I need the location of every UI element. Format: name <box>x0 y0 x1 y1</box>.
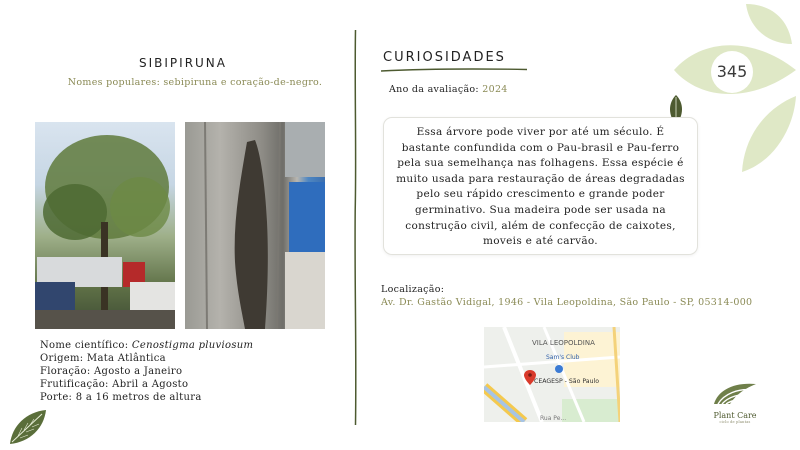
leaf-icon <box>670 0 800 180</box>
evaluation-year-value: 2024 <box>482 84 508 95</box>
tree-name-title: SIBIPIRUNA <box>138 56 227 70</box>
location-address[interactable]: Av. Dr. Gastão Vidigal, 1946 - Vila Leopoldina, São Paulo - SP, 05314-000 <box>381 297 753 308</box>
flowering: Floração: Agosto a Janeiro <box>40 366 183 377</box>
scientific-name: Nome científico: Cenostigma pluviosum <box>40 340 254 351</box>
plant-care-logo-icon <box>712 380 758 406</box>
location-label: Localização: <box>381 284 445 295</box>
popular-names: Nomes populares: sebipiruna e coração-de-negro. <box>67 77 323 88</box>
size: Porte: 8 a 16 metros de altura <box>40 392 202 403</box>
scientific-name-value: Cenostigma pluviosum <box>131 340 254 351</box>
map-district-label: VILA LEOPOLDINA <box>532 339 595 347</box>
evaluation-year: Ano da avaliação: 2024 <box>389 84 508 95</box>
logo-tagline: ciclo de plantas <box>719 420 751 424</box>
fruiting: Frutificação: Abril a Agosto <box>40 379 189 390</box>
map-store-label: Sam's Club <box>546 354 580 361</box>
location-map[interactable] <box>484 327 620 422</box>
tree-photo <box>35 122 175 329</box>
logo-name: Plant Care <box>713 411 757 420</box>
tree-number-badge: 345 <box>716 62 748 81</box>
origin: Origem: Mata Atlântica <box>40 353 166 364</box>
plant-care-logo <box>703 380 767 424</box>
leaf-icon <box>8 408 48 446</box>
trunk-photo <box>185 122 325 329</box>
map-marker-label: CEAGESP - São Paulo <box>534 378 600 385</box>
vertical-divider <box>354 30 357 425</box>
map-street-label: Rua Pe... <box>540 415 567 422</box>
store-pin-icon <box>555 365 563 373</box>
tree-facts <box>40 339 253 404</box>
title-underline <box>381 67 527 73</box>
curiosities-card: Essa árvore pode viver por até um século. É bastante confundida com o Pau-brasil e Pau-ferro pela sua semelhança nas folhagens. Essa espécie é muito usada para restauração de áreas degradadas pelo seu rápido crescimento e grande poder germinativo. Sua madeira pode ser usada na construção civil, além de confecção de caixotes, moveis e até carvão. <box>383 117 698 255</box>
curiosities-title: CURIOSIDADES <box>383 50 506 65</box>
